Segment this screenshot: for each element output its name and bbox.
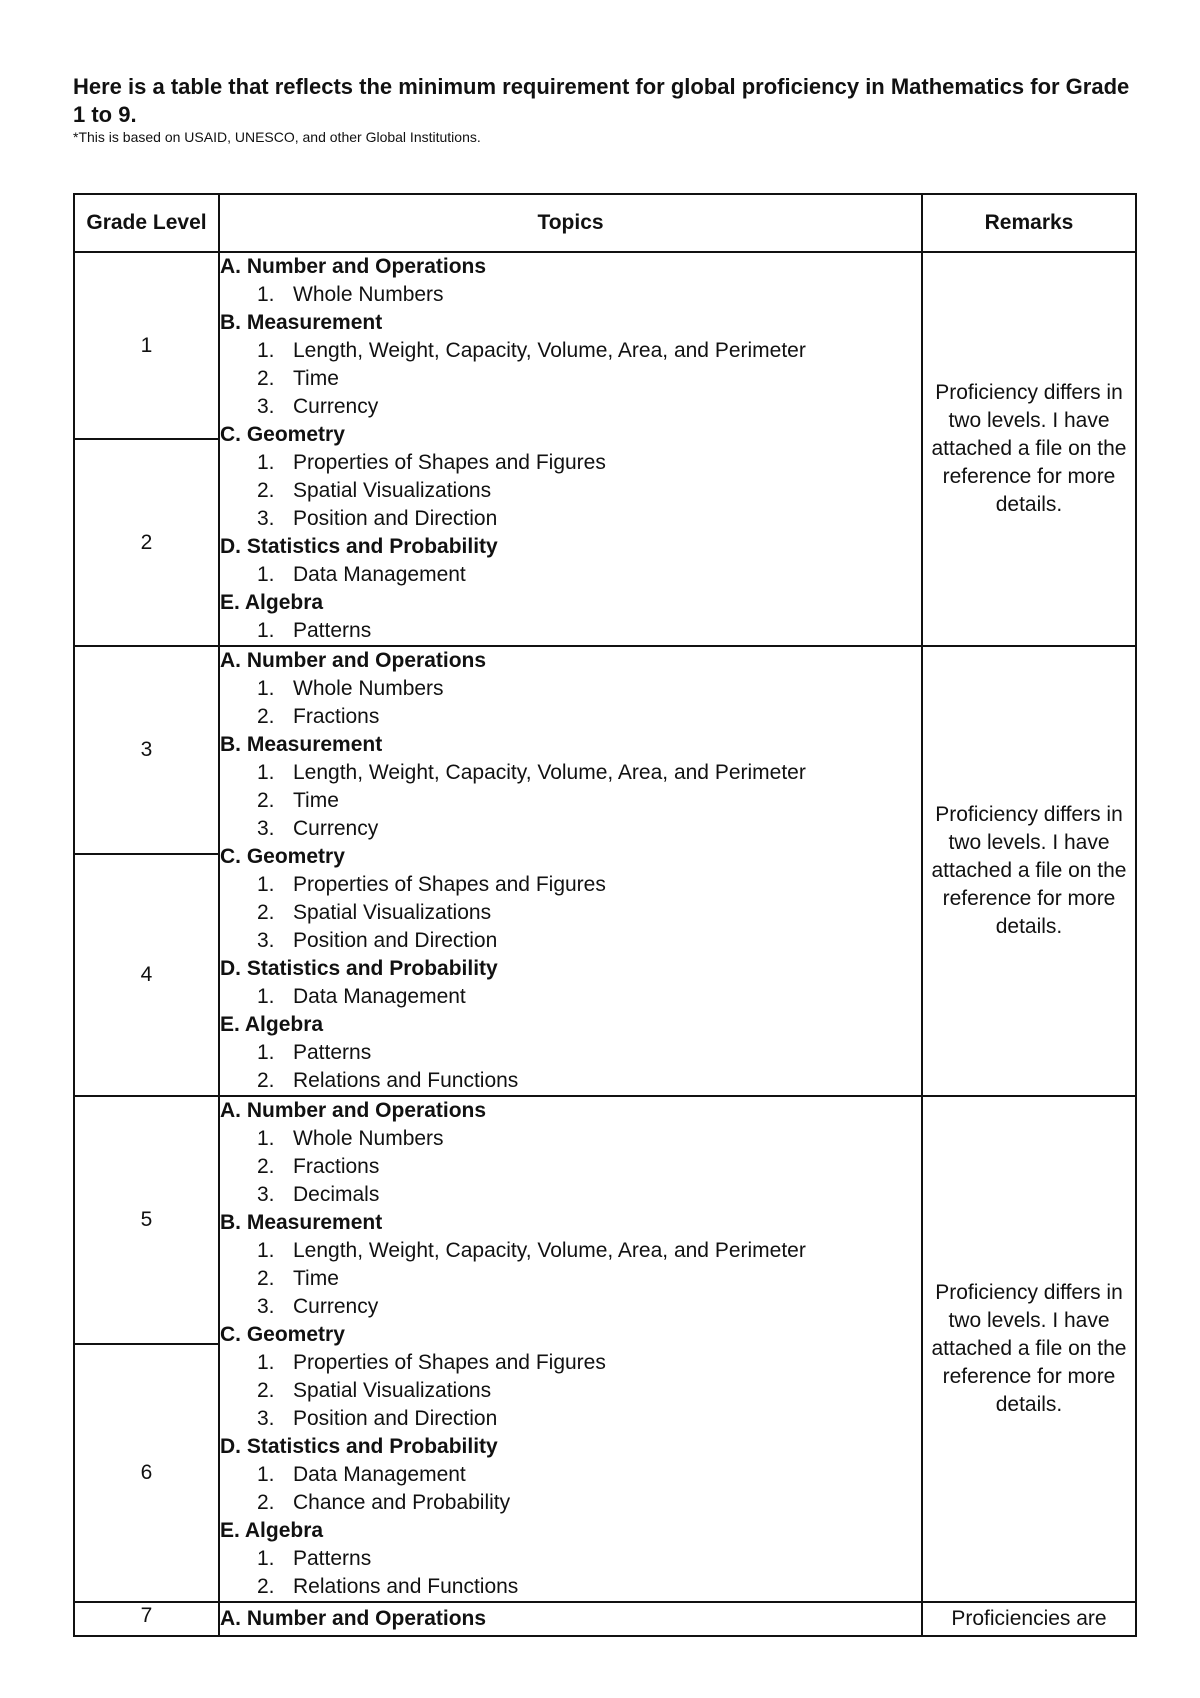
topic-section-title: A. Number and Operations (220, 1099, 487, 1122)
topic-item-label: Length, Weight, Capacity, Volume, Area, and Perimeter (293, 761, 806, 784)
topic-item (220, 1489, 921, 1517)
topic-section-title: D. Statistics and Probability (220, 535, 498, 558)
topic-item-number: 1. (257, 677, 275, 700)
table-row (74, 252, 1136, 439)
topic-item-number: 1. (257, 283, 275, 306)
topic-item-label: Currency (293, 817, 379, 840)
topic-item-label: Position and Direction (293, 1407, 498, 1430)
topic-item-number: 2. (257, 1491, 275, 1514)
topic-section-title: B. Measurement (220, 311, 383, 334)
topic-item-number: 1. (257, 985, 275, 1008)
topic-item (220, 1461, 921, 1489)
topic-item-label: Currency (293, 1295, 379, 1318)
topic-item-number: 2. (257, 1267, 275, 1290)
topic-item-number: 1. (257, 1463, 275, 1486)
table-row (74, 1096, 1136, 1344)
source-note: *This is based on USAID, UNESCO, and other Global Institutions. (73, 129, 481, 145)
topic-item (220, 983, 921, 1011)
topic-item (220, 617, 921, 645)
topic-item-number: 2. (257, 1155, 275, 1178)
topic-section-title: C. Geometry (220, 1323, 345, 1346)
topic-item-label: Data Management (293, 563, 466, 586)
topic-item-number: 3. (257, 1295, 275, 1318)
topic-item (220, 1377, 921, 1405)
table-row (74, 1602, 1136, 1636)
topic-item-number: 2. (257, 901, 275, 924)
topic-item-number: 3. (257, 1183, 275, 1206)
topic-item-label: Time (293, 367, 339, 390)
topic-item-label: Currency (293, 395, 379, 418)
topic-item-number: 1. (257, 451, 275, 474)
topic-item-label: Whole Numbers (293, 677, 444, 700)
proficiency-table (73, 193, 1137, 1637)
topics-cell (219, 1602, 922, 1636)
topic-item (220, 1181, 921, 1209)
topic-section-title: E. Algebra (220, 1519, 324, 1542)
topic-item-label: Position and Direction (293, 507, 498, 530)
column-header-remarks: Remarks (922, 194, 1136, 252)
topic-item-label: Relations and Functions (293, 1069, 519, 1092)
topic-item-label: Decimals (293, 1183, 380, 1206)
topic-item-label: Properties of Shapes and Figures (293, 451, 606, 474)
topic-item-number: 1. (257, 339, 275, 362)
topic-item (220, 675, 921, 703)
topic-item-label: Patterns (293, 1547, 372, 1570)
topic-item-label: Data Management (293, 1463, 466, 1486)
topic-item (220, 871, 921, 899)
grade-level-cell: 7 (74, 1602, 219, 1636)
topic-item (220, 1067, 921, 1095)
topic-item-label: Spatial Visualizations (293, 901, 492, 924)
topic-item-number: 2. (257, 1069, 275, 1092)
topic-item-number: 2. (257, 367, 275, 390)
topic-item-label: Position and Direction (293, 929, 498, 952)
remarks-cell: Proficiency differs in two levels. I have attached a file on the reference for more details. (922, 1096, 1136, 1602)
topic-item-number: 1. (257, 619, 275, 642)
topic-item (220, 1039, 921, 1067)
topic-item (220, 1545, 921, 1573)
topic-item-label: Whole Numbers (293, 1127, 444, 1150)
topic-item-number: 1. (257, 1351, 275, 1374)
topics-cell (219, 1096, 922, 1602)
topic-item-label: Chance and Probability (293, 1491, 511, 1514)
topic-item-label: Data Management (293, 985, 466, 1008)
topics-cell (219, 252, 922, 646)
topic-item (220, 1125, 921, 1153)
topic-item-number: 1. (257, 1127, 275, 1150)
page-title: Here is a table that reflects the minimum requirement for global proficiency in Mathematics for Grade 1 to 9. (73, 74, 1130, 127)
topic-item (220, 899, 921, 927)
table-header-row (74, 194, 1136, 252)
topic-section-title: E. Algebra (220, 1013, 324, 1036)
topic-item (220, 787, 921, 815)
topic-item (220, 1237, 921, 1265)
topic-item-label: Length, Weight, Capacity, Volume, Area, and Perimeter (293, 339, 806, 362)
grade-level-cell: 6 (74, 1344, 219, 1602)
grade-level-cell: 3 (74, 646, 219, 854)
topic-section-title: B. Measurement (220, 1211, 383, 1234)
remarks-cell: Proficiency differs in two levels. I have attached a file on the reference for more details. (922, 646, 1136, 1096)
topic-item-number: 1. (257, 1041, 275, 1064)
column-header-grade-level: Grade Level (74, 194, 219, 252)
topic-item-number: 3. (257, 395, 275, 418)
topic-item-number: 2. (257, 1379, 275, 1402)
table-row (74, 646, 1136, 854)
remarks-cell: Proficiencies are (922, 1602, 1136, 1636)
topic-item-number: 2. (257, 705, 275, 728)
topic-item (220, 477, 921, 505)
grade-level-cell: 5 (74, 1096, 219, 1344)
topic-item-number: 1. (257, 563, 275, 586)
topic-item-number: 1. (257, 1547, 275, 1570)
topic-item (220, 1349, 921, 1377)
topic-item-number: 1. (257, 873, 275, 896)
topic-item-number: 2. (257, 479, 275, 502)
topic-item-label: Properties of Shapes and Figures (293, 1351, 606, 1374)
topic-item-number: 2. (257, 1575, 275, 1598)
topic-item (220, 281, 921, 309)
topic-item (220, 505, 921, 533)
topic-section-title: A. Number and Operations (220, 649, 487, 672)
topics-cell (219, 646, 922, 1096)
topic-item (220, 815, 921, 843)
topic-item-label: Properties of Shapes and Figures (293, 873, 606, 896)
topic-section-title: D. Statistics and Probability (220, 957, 498, 980)
topic-item (220, 1265, 921, 1293)
topic-item (220, 927, 921, 955)
topic-item (220, 1405, 921, 1433)
topic-item-number: 3. (257, 817, 275, 840)
topic-section-title: E. Algebra (220, 591, 324, 614)
topic-item-number: 3. (257, 507, 275, 530)
topic-item-number: 2. (257, 789, 275, 812)
topic-item (220, 1293, 921, 1321)
topic-item-label: Length, Weight, Capacity, Volume, Area, and Perimeter (293, 1239, 806, 1262)
remarks-cell: Proficiency differs in two levels. I have attached a file on the reference for more details. (922, 252, 1136, 646)
topic-section-title: D. Statistics and Probability (220, 1435, 498, 1458)
grade-level-cell: 4 (74, 854, 219, 1096)
topic-item-label: Time (293, 789, 339, 812)
topic-section-title: B. Measurement (220, 733, 383, 756)
grade-level-cell: 1 (74, 252, 219, 439)
topic-item (220, 703, 921, 731)
topic-item (220, 561, 921, 589)
topic-item-label: Spatial Visualizations (293, 1379, 492, 1402)
table-body (74, 252, 1136, 1636)
topic-item-label: Fractions (293, 705, 380, 728)
topic-item-number: 3. (257, 1407, 275, 1430)
topic-item (220, 1573, 921, 1601)
topic-item (220, 337, 921, 365)
topic-item-label: Time (293, 1267, 339, 1290)
topic-item-label: Patterns (293, 619, 372, 642)
topic-item (220, 393, 921, 421)
topic-item (220, 365, 921, 393)
topic-section-title: A. Number and Operations (220, 1607, 487, 1630)
topic-item-number: 1. (257, 1239, 275, 1262)
topic-section-title: A. Number and Operations (220, 255, 487, 278)
topic-item-label: Patterns (293, 1041, 372, 1064)
topic-item (220, 1153, 921, 1181)
topic-item-number: 1. (257, 761, 275, 784)
topic-item (220, 449, 921, 477)
topic-item-number: 3. (257, 929, 275, 952)
topic-item-label: Whole Numbers (293, 283, 444, 306)
topic-item-label: Relations and Functions (293, 1575, 519, 1598)
topic-item (220, 759, 921, 787)
topic-item-label: Fractions (293, 1155, 380, 1178)
topic-section-title: C. Geometry (220, 423, 345, 446)
column-header-topics: Topics (219, 194, 922, 252)
topic-item-label: Spatial Visualizations (293, 479, 492, 502)
grade-level-cell: 2 (74, 439, 219, 646)
topic-section-title: C. Geometry (220, 845, 345, 868)
